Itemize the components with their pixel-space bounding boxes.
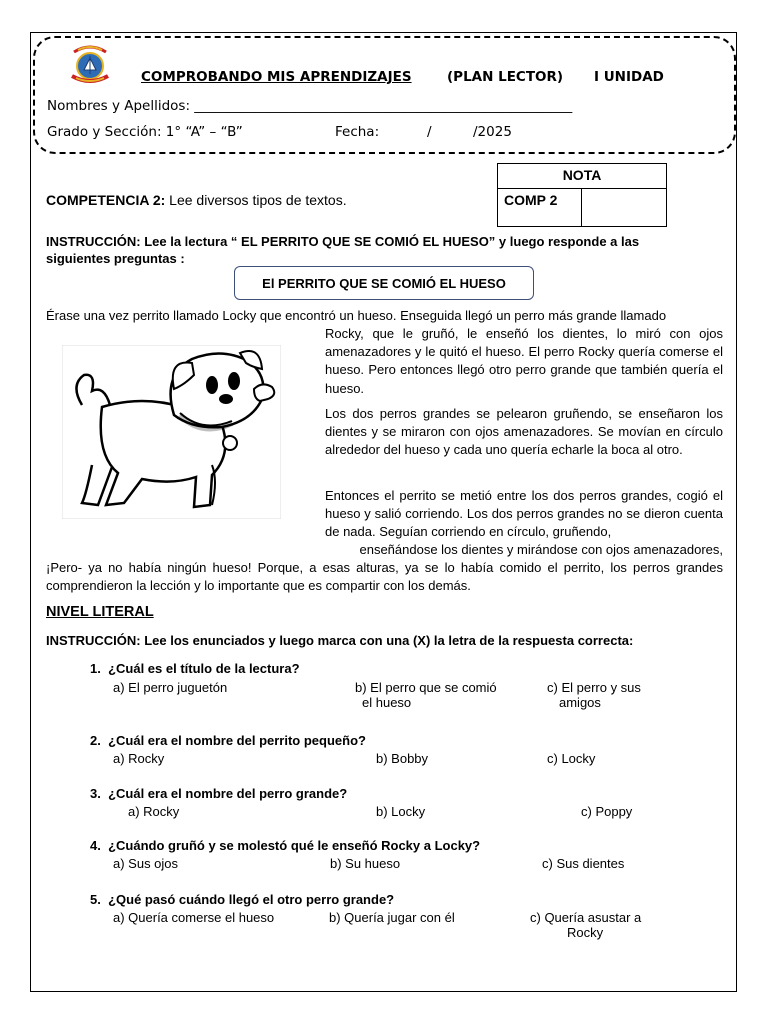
q5-option-a[interactable]: a) Quería comerse el hueso xyxy=(113,910,275,925)
nivel-literal-heading: NIVEL LITERAL xyxy=(46,604,154,620)
story-p2: Los dos perros grandes se pelearon gruñendo, se enseñaron los dientes y se miraron con ojos amenazadores. Se movían en círculo alrededor del hueso y cada uno quería echarle la boca al otro. xyxy=(325,406,723,458)
q1-option-a[interactable]: a) El perro juguetón xyxy=(113,680,228,695)
q5-option-c[interactable]: c) Quería asustar a Rocky xyxy=(530,910,642,940)
question-2: 2. ¿Cuál era el nombre del perrito pequeño? xyxy=(90,733,366,748)
q3-option-a[interactable]: a) Rocky xyxy=(128,804,180,819)
instruction-1-line2: siguientes preguntas : xyxy=(46,251,185,266)
story-p3-wrap: Entonces el perrito se metió entre los dos perros grandes, cogió el hueso y salió corriendo. Los dos perros grandes no se dieron cuenta de nada. Seguían corriendo en círculo, gruñendo, xyxy=(325,488,723,540)
nota-title: NOTA xyxy=(498,164,666,189)
story-title xyxy=(234,266,534,300)
nota-comp-label: COMP 2 xyxy=(498,188,582,226)
q4-option-b[interactable]: b) Su hueso xyxy=(330,856,401,871)
date-year: /2025 xyxy=(473,124,512,140)
story-p3-indent: enseñándose los dientes y mirándose con ojos amenazadores, xyxy=(359,542,723,557)
story-p1-first-line: Érase una vez perrito llamado Locky que encontró un hueso. Enseguida llegó un perro más grande llamado xyxy=(46,308,667,323)
date-slash: / xyxy=(427,124,432,140)
q5-option-b[interactable]: b) Quería jugar con él xyxy=(329,910,455,925)
date-label: Fecha: xyxy=(335,124,380,140)
header-plan: (PLAN LECTOR) xyxy=(447,69,564,85)
q4-option-a[interactable]: a) Sus ojos xyxy=(113,856,179,871)
school-logo-icon xyxy=(66,42,114,86)
q2-option-a[interactable]: a) Rocky xyxy=(113,751,165,766)
names-field[interactable]: Nombres y Apellidos: ________________________________________________________ xyxy=(47,98,573,114)
header-unit: I UNIDAD xyxy=(594,69,664,85)
question-3: 3. ¿Cuál era el nombre del perro grande? xyxy=(90,786,348,801)
instruction-2: INSTRUCCIÓN: Lee los enunciados y luego marca con una (X) la letra de la respuesta correcta: xyxy=(46,633,634,648)
nota-box xyxy=(497,163,667,227)
q1-option-b[interactable]: b) El perro que se comió el hueso xyxy=(355,680,497,710)
competencia xyxy=(46,192,347,208)
header-title: COMPROBANDO MIS APRENDIZAJES xyxy=(141,69,412,85)
question-4: 4. ¿Cuándo gruñó y se molestó qué le enseñó Rocky a Locky? xyxy=(90,838,481,853)
story-title-text: El PERRITO QUE SE COMIÓ EL HUESO xyxy=(262,276,506,291)
competencia-text: Lee diversos tipos de textos. xyxy=(169,192,347,208)
dog-illustration xyxy=(62,345,281,519)
nota-grade-cell[interactable] xyxy=(583,188,665,226)
competencia-label: COMPETENCIA 2: xyxy=(46,192,166,208)
story-p3-full: ¡Pero- ya no había ningún hueso! Porque, a esas alturas, ya se lo había comido el perrito, los perros grandes comprendieron la lección y lo importante que es compartir con los demás. xyxy=(46,560,723,594)
question-1: 1. ¿Cuál es el título de la lectura? xyxy=(90,661,300,676)
q3-option-c[interactable]: c) Poppy xyxy=(581,804,633,819)
story-p1-rest: Rocky, que le gruñó, le enseñó los dientes, lo miró con ojos amenazadores y le quitó el hueso. El perro Rocky quería comerse el hueso. Pero entonces llegó otro perro grande que también quería el hueso. xyxy=(325,326,723,396)
grade-label: Grado y Sección: 1° “A” – “B” xyxy=(47,124,243,140)
q2-option-c[interactable]: c) Locky xyxy=(547,751,596,766)
question-5: 5. ¿Qué pasó cuándo llegó el otro perro grande? xyxy=(90,892,395,907)
q2-option-b[interactable]: b) Bobby xyxy=(376,751,429,766)
q3-option-b[interactable]: b) Locky xyxy=(376,804,426,819)
q1-option-c[interactable]: c) El perro y sus amigos xyxy=(547,680,641,710)
instruction-1-line1: INSTRUCCIÓN: Lee la lectura “ EL PERRITO QUE SE COMIÓ EL HUESO” y luego responde a las xyxy=(46,234,640,249)
q4-option-c[interactable]: c) Sus dientes xyxy=(542,856,625,871)
